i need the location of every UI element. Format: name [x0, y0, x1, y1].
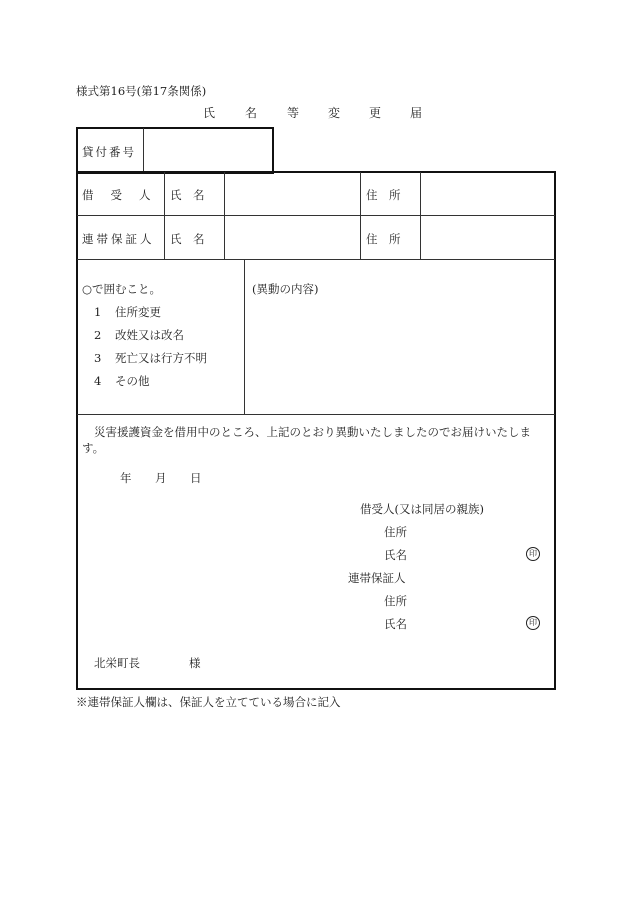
- choice-item[interactable]: [94, 304, 161, 320]
- choice-number: 2: [94, 328, 102, 342]
- title-char: 変: [328, 106, 341, 120]
- choice-instruction: ○で囲むこと。: [82, 282, 162, 296]
- divider: [420, 172, 421, 259]
- guarantor-signature-heading: 連帯保証人: [348, 571, 406, 585]
- guarantor-signature-address-label: 住所: [384, 594, 407, 608]
- divider: [77, 215, 555, 216]
- guarantor-address-field[interactable]: [426, 231, 550, 247]
- form-number: 様式第16号(第17条関係): [76, 84, 207, 98]
- choice-item[interactable]: [94, 327, 184, 343]
- change-details-field[interactable]: [252, 300, 548, 408]
- divider: [360, 172, 361, 259]
- choice-number: 4: [94, 374, 102, 388]
- date-year[interactable]: 年: [120, 471, 132, 485]
- guarantor-name-label: 氏 名: [170, 232, 205, 246]
- title-char: 更: [369, 106, 382, 120]
- borrower-label-text: 借受人: [82, 188, 168, 202]
- divider: [224, 172, 225, 259]
- choice-label: 改姓又は改名: [114, 328, 184, 342]
- guarantor-address-label: 住 所: [366, 232, 401, 246]
- guarantor-label: 連帯保証人: [82, 232, 155, 246]
- divider: [244, 260, 245, 414]
- borrower-address-label: 住 所: [366, 188, 401, 202]
- seal-icon: 印: [526, 547, 540, 561]
- divider: [77, 414, 555, 415]
- choice-item[interactable]: [94, 350, 207, 366]
- seal-icon: 印: [526, 616, 540, 630]
- date-month[interactable]: 月: [155, 471, 167, 485]
- statement-line-2: す。: [82, 441, 105, 455]
- borrower-name-label: 氏 名: [170, 188, 205, 202]
- footnote: ※連帯保証人欄は、保証人を立てている場合に記入: [76, 695, 341, 709]
- date-day[interactable]: 日: [190, 471, 202, 485]
- choice-item[interactable]: [94, 373, 149, 389]
- choice-label: 死亡又は行方不明: [114, 351, 207, 365]
- divider: [77, 259, 555, 260]
- choice-number: 1: [94, 305, 102, 319]
- borrower-signature-heading: 借受人(又は同居の親族): [360, 502, 484, 516]
- divider: [143, 128, 144, 173]
- borrower-address-field[interactable]: [426, 187, 550, 203]
- choice-label: その他: [114, 374, 150, 388]
- borrower-signature-address-label: 住所: [384, 525, 407, 539]
- divider: [164, 172, 165, 259]
- title-char: 氏: [203, 106, 216, 120]
- change-details-label: (異動の内容): [252, 282, 319, 296]
- choice-label: 住所変更: [114, 305, 161, 319]
- guarantor-name-field[interactable]: [230, 231, 354, 247]
- title-char: 等: [287, 106, 300, 120]
- borrower-label: [82, 187, 168, 203]
- title-char: 名: [245, 106, 258, 120]
- guarantor-signature-name-label: 氏名: [384, 617, 407, 631]
- addressee-honorific: 様: [189, 656, 201, 670]
- addressee-name: 北栄町長: [94, 656, 140, 670]
- borrower-name-field[interactable]: [230, 187, 354, 203]
- statement-line-1: 災害援護資金を借用中のところ、上記のとおり異動いたしましたのでお届けいたしま: [94, 425, 531, 439]
- title-char: 届: [410, 106, 423, 120]
- borrower-signature-name-label: 氏名: [384, 548, 407, 562]
- loan-number-label: 貸付番号: [82, 145, 136, 159]
- loan-number-field[interactable]: [150, 144, 268, 160]
- choice-number: 3: [94, 351, 102, 365]
